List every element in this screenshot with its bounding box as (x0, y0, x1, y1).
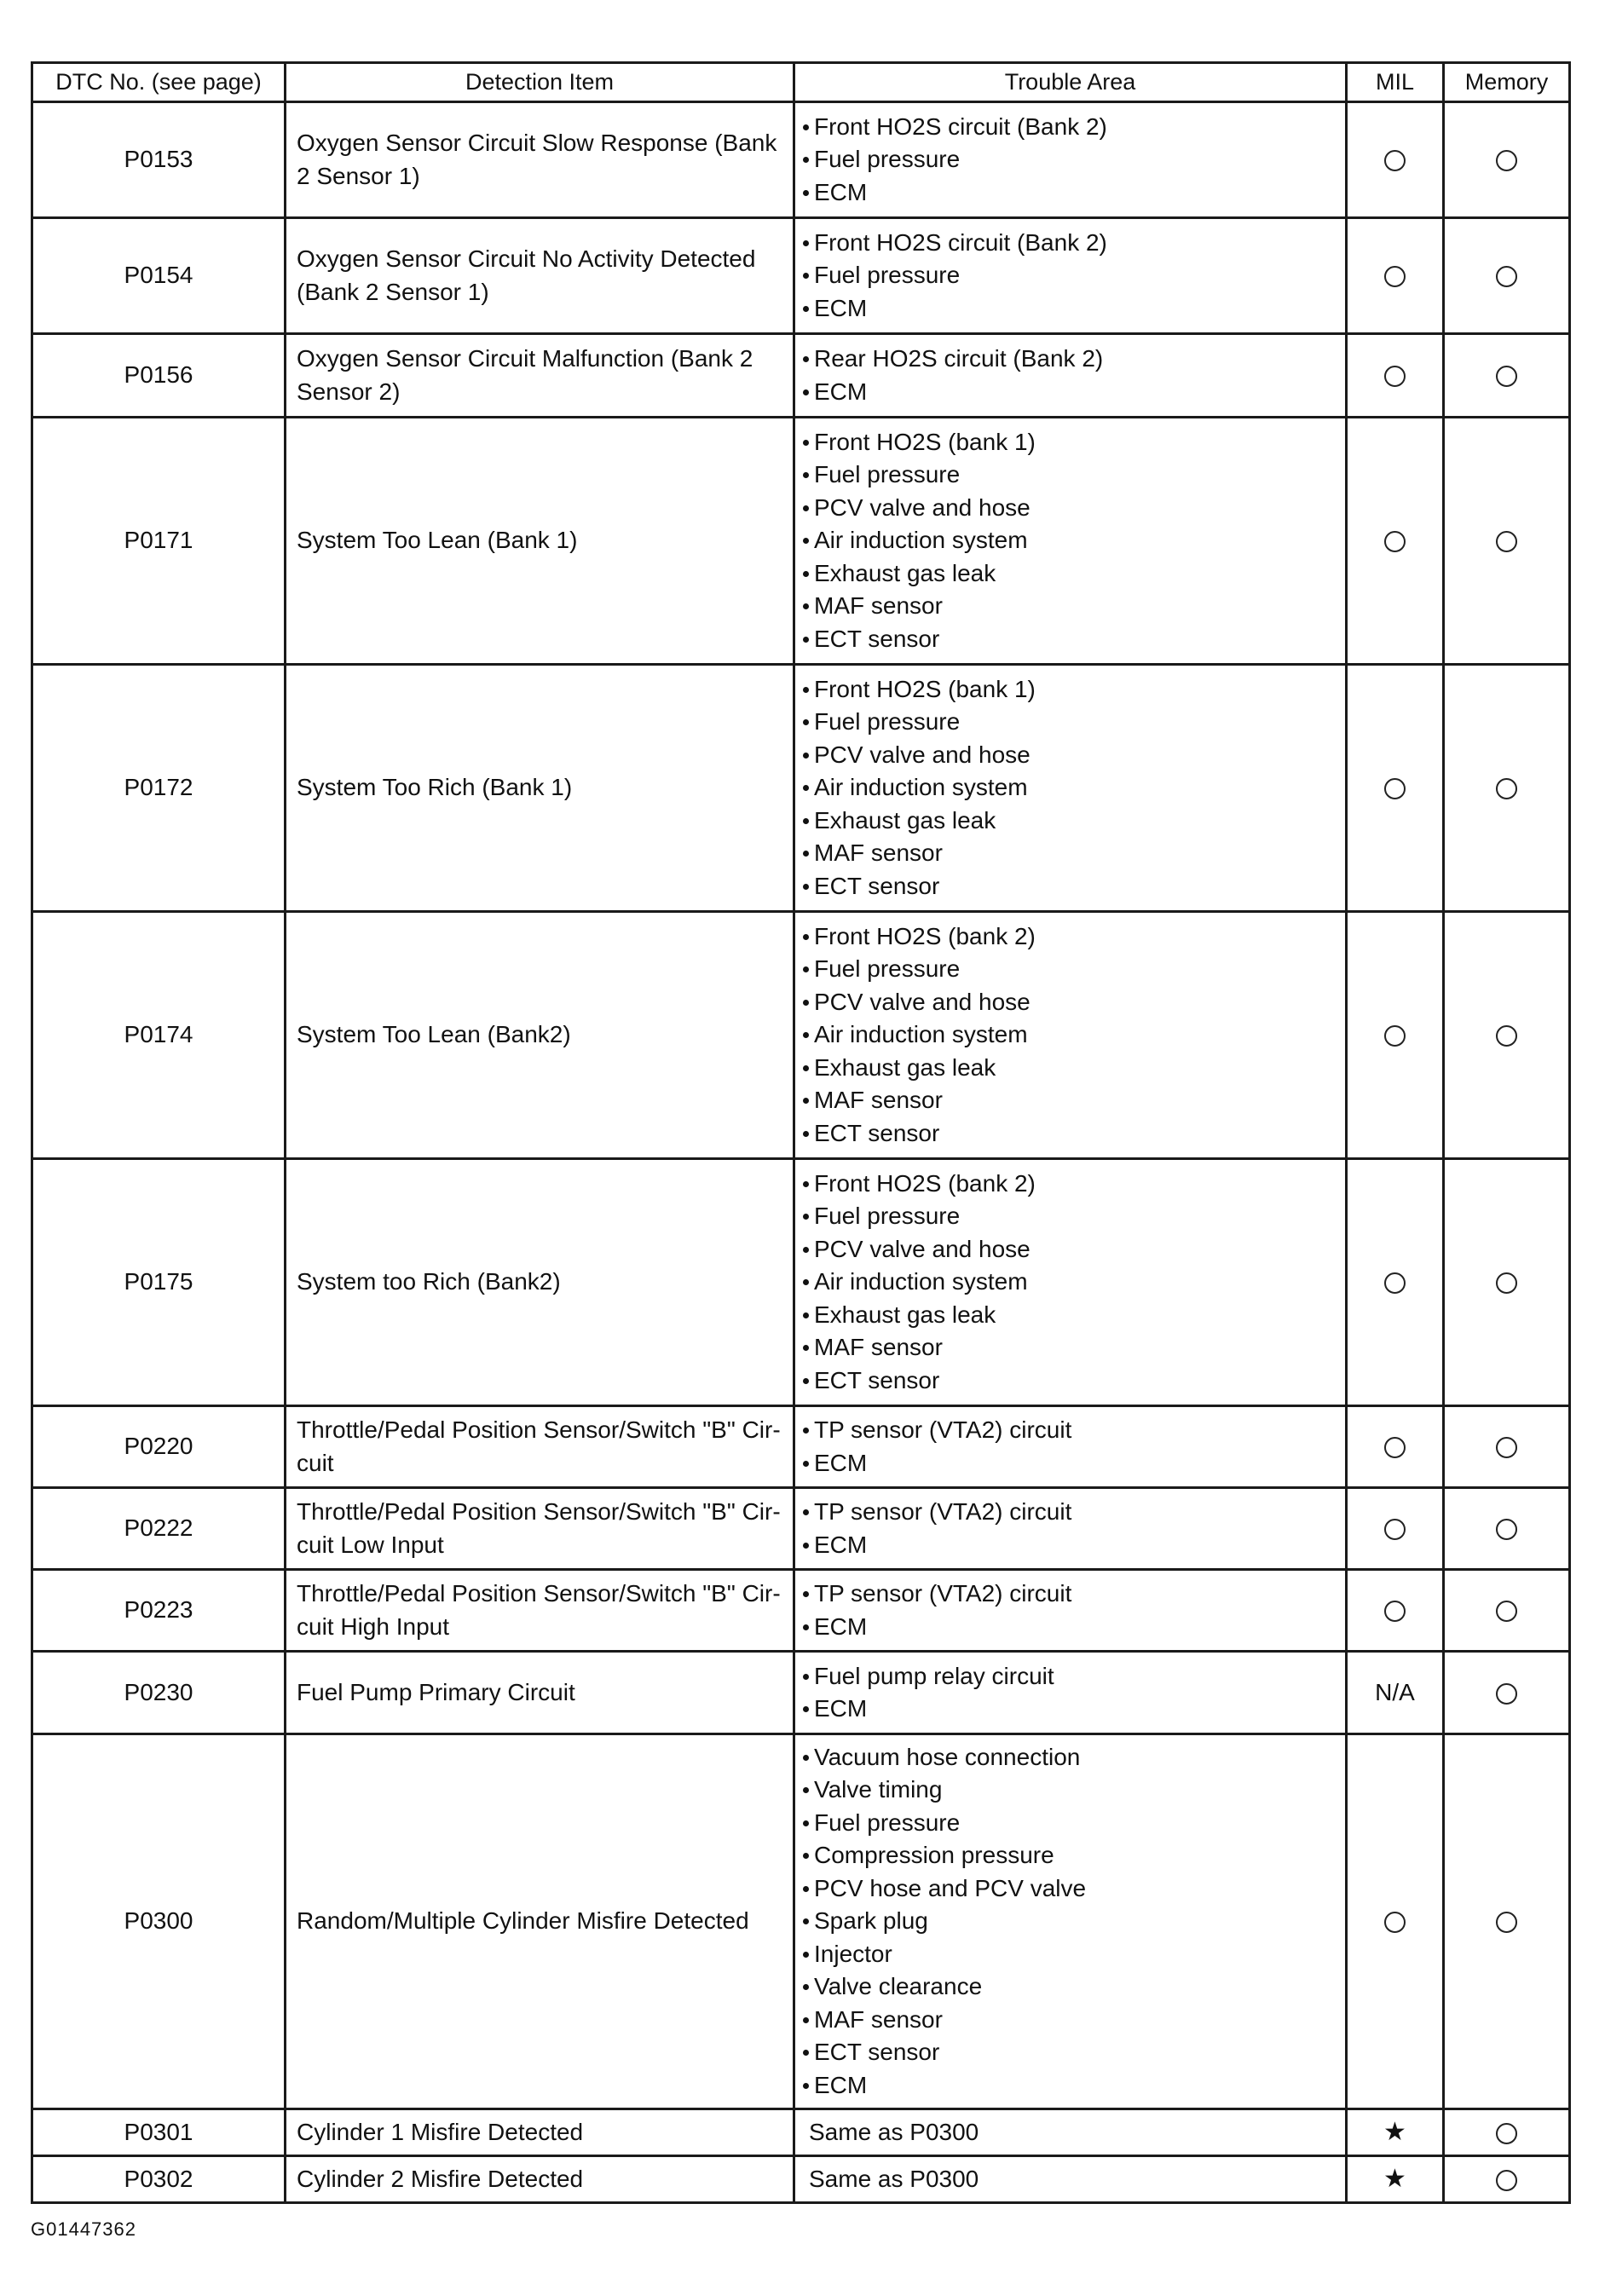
trouble-area (794, 1734, 1347, 2109)
detection-item: System Too Rich (Bank 1) (286, 665, 794, 912)
detection-item: Oxygen Sensor Circuit No Activity Detected (Bank 2 Sensor 1) (286, 218, 794, 334)
mil-circle-icon (1384, 1519, 1406, 1540)
dtc-code: P0220 (32, 1406, 286, 1488)
trouble-area (794, 1570, 1347, 1652)
trouble-area (794, 665, 1347, 912)
trouble-area-list (802, 673, 1342, 903)
trouble-area-item: ECM (802, 376, 1342, 409)
mil-cell (1347, 1652, 1444, 1734)
memory-cell (1444, 1570, 1570, 1652)
dtc-code: P0230 (32, 1652, 286, 1734)
memory-circle-icon (1496, 1912, 1517, 1933)
dtc-code: P0174 (32, 912, 286, 1159)
mil-star-icon: ★ (1383, 2117, 1406, 2146)
detection-item: System Too Lean (Bank 1) (286, 418, 794, 665)
table-row (32, 1488, 1570, 1570)
memory-circle-icon (1496, 2170, 1517, 2191)
figure-id: G01447362 (31, 2218, 136, 2240)
memory-circle-icon (1496, 1519, 1517, 1540)
trouble-area (794, 1652, 1347, 1734)
trouble-area-item: MAF sensor (802, 1331, 1342, 1364)
trouble-area-item: TP sensor (VTA2) circuit (802, 1414, 1342, 1447)
memory-cell (1444, 2156, 1570, 2203)
mil-circle-icon (1384, 366, 1406, 387)
memory-circle-icon (1496, 1683, 1517, 1705)
trouble-area (794, 102, 1347, 218)
mil-circle-icon (1384, 531, 1406, 552)
memory-cell (1444, 2109, 1570, 2156)
trouble-area-item: Compression pressure (802, 1839, 1342, 1872)
detection-item: Fuel Pump Primary Circuit (286, 1652, 794, 1734)
trouble-area-item: ECT sensor (802, 623, 1342, 656)
mil-cell (1347, 2156, 1444, 2203)
memory-circle-icon (1496, 1601, 1517, 1622)
trouble-area-item: ECT sensor (802, 1364, 1342, 1398)
trouble-area-list (802, 1168, 1342, 1398)
trouble-area-item: Valve timing (802, 1774, 1342, 1807)
dtc-code: P0153 (32, 102, 286, 218)
header-detection-item: Detection Item (286, 63, 794, 102)
trouble-area-list (802, 1741, 1342, 2103)
trouble-area-item: Spark plug (802, 1905, 1342, 1938)
memory-cell (1444, 912, 1570, 1159)
memory-cell (1444, 1159, 1570, 1406)
table-row (32, 2156, 1570, 2203)
detection-item: System too Rich (Bank2) (286, 1159, 794, 1406)
trouble-area-item: ECM (802, 292, 1342, 326)
memory-circle-icon (1496, 1025, 1517, 1047)
memory-cell (1444, 665, 1570, 912)
table-row (32, 334, 1570, 418)
trouble-area-list (802, 1496, 1342, 1561)
trouble-area-item: MAF sensor (802, 837, 1342, 870)
mil-circle-icon (1384, 1272, 1406, 1294)
trouble-area-text: Same as P0300 (809, 2165, 979, 2192)
detection-item: Random/Multiple Cylinder Misfire Detected (286, 1734, 794, 2109)
trouble-area-list (802, 227, 1342, 326)
trouble-area-item: MAF sensor (802, 1084, 1342, 1117)
memory-circle-icon (1496, 150, 1517, 171)
mil-circle-icon (1384, 266, 1406, 287)
dtc-code: P0300 (32, 1734, 286, 2109)
table-row (32, 2109, 1570, 2156)
table-row (32, 102, 1570, 218)
detection-item: Oxygen Sensor Circuit Slow Response (Bank 2 Sensor 1) (286, 102, 794, 218)
mil-cell (1347, 912, 1444, 1159)
trouble-area-item: ECM (802, 1447, 1342, 1480)
memory-cell (1444, 1488, 1570, 1570)
trouble-area-item: MAF sensor (802, 590, 1342, 623)
trouble-area-item: Exhaust gas leak (802, 805, 1342, 838)
trouble-area-item: Air induction system (802, 1018, 1342, 1052)
trouble-area-item: PCV valve and hose (802, 492, 1342, 525)
trouble-area-list (802, 111, 1342, 210)
trouble-area-item: PCV valve and hose (802, 1233, 1342, 1266)
table-row (32, 1734, 1570, 2109)
trouble-area (794, 334, 1347, 418)
memory-circle-icon (1496, 531, 1517, 552)
dtc-code: P0154 (32, 218, 286, 334)
table-row (32, 218, 1570, 334)
header-dtc-no: DTC No. (see page) (32, 63, 286, 102)
header-trouble-area: Trouble Area (794, 63, 1347, 102)
table-header-row (32, 63, 1570, 102)
dtc-code: P0301 (32, 2109, 286, 2156)
trouble-area-item: Fuel pressure (802, 1807, 1342, 1840)
memory-circle-icon (1496, 266, 1517, 287)
dtc-code: P0223 (32, 1570, 286, 1652)
detection-item: Cylinder 2 Misfire Detected (286, 2156, 794, 2203)
mil-value: N/A (1375, 1678, 1415, 1705)
detection-item: Oxygen Sensor Circuit Malfunction (Bank 2 Sensor 2) (286, 334, 794, 418)
trouble-area-item: Vacuum hose connection (802, 1741, 1342, 1774)
mil-cell (1347, 218, 1444, 334)
trouble-area-item: ECM (802, 1611, 1342, 1644)
table-row (32, 418, 1570, 665)
trouble-area-item: Front HO2S (bank 1) (802, 426, 1342, 459)
table-row (32, 1406, 1570, 1488)
trouble-area-item: ECM (802, 176, 1342, 210)
trouble-area-item: Injector (802, 1938, 1342, 1971)
trouble-area-item: Fuel pressure (802, 1200, 1342, 1233)
trouble-area-list (802, 1660, 1342, 1726)
mil-cell (1347, 334, 1444, 418)
trouble-area-list (802, 1578, 1342, 1643)
mil-cell (1347, 102, 1444, 218)
memory-cell (1444, 218, 1570, 334)
trouble-area-item: PCV hose and PCV valve (802, 1872, 1342, 1906)
mil-cell (1347, 1488, 1444, 1570)
detection-item: Throttle/Pedal Position Sensor/Switch "B" Cir-cuit High Input (286, 1570, 794, 1652)
trouble-area-item: Rear HO2S circuit (Bank 2) (802, 343, 1342, 376)
trouble-area-list (802, 920, 1342, 1151)
trouble-area-item: Front HO2S (bank 1) (802, 673, 1342, 707)
trouble-area (794, 1488, 1347, 1570)
trouble-area-item: PCV valve and hose (802, 739, 1342, 772)
header-mil: MIL (1347, 63, 1444, 102)
trouble-area-item: ECM (802, 2069, 1342, 2103)
trouble-area-item: Front HO2S (bank 2) (802, 920, 1342, 954)
trouble-area (794, 418, 1347, 665)
trouble-area-item: Fuel pressure (802, 459, 1342, 492)
mil-circle-icon (1384, 1025, 1406, 1047)
trouble-area-item: Air induction system (802, 1266, 1342, 1299)
mil-cell (1347, 1570, 1444, 1652)
trouble-area-item: ECM (802, 1693, 1342, 1726)
trouble-area-item: ECT sensor (802, 870, 1342, 903)
trouble-area-text: Same as P0300 (809, 2118, 979, 2145)
mil-star-icon: ★ (1383, 2164, 1406, 2193)
mil-circle-icon (1384, 150, 1406, 171)
trouble-area-item: Front HO2S circuit (Bank 2) (802, 227, 1342, 260)
trouble-area (794, 2156, 1347, 2203)
trouble-area (794, 218, 1347, 334)
table-row (32, 665, 1570, 912)
trouble-area-item: Fuel pump relay circuit (802, 1660, 1342, 1693)
trouble-area-item: Fuel pressure (802, 953, 1342, 986)
table-row (32, 912, 1570, 1159)
trouble-area-item: Air induction system (802, 771, 1342, 805)
dtc-code: P0222 (32, 1488, 286, 1570)
mil-cell (1347, 1734, 1444, 2109)
mil-circle-icon (1384, 778, 1406, 799)
dtc-code: P0156 (32, 334, 286, 418)
dtc-table (31, 61, 1571, 2204)
trouble-area-item: Fuel pressure (802, 259, 1342, 292)
memory-cell (1444, 102, 1570, 218)
table-row (32, 1652, 1570, 1734)
trouble-area-item: TP sensor (VTA2) circuit (802, 1496, 1342, 1529)
dtc-table-container (31, 61, 1568, 2204)
memory-cell (1444, 334, 1570, 418)
trouble-area-item: Front HO2S circuit (Bank 2) (802, 111, 1342, 144)
trouble-area-list (802, 426, 1342, 656)
trouble-area-item: ECT sensor (802, 2036, 1342, 2069)
memory-cell (1444, 1652, 1570, 1734)
trouble-area-item: Valve clearance (802, 1970, 1342, 2004)
trouble-area-item: Exhaust gas leak (802, 1299, 1342, 1332)
trouble-area (794, 1406, 1347, 1488)
trouble-area-item: MAF sensor (802, 2004, 1342, 2037)
mil-cell (1347, 665, 1444, 912)
trouble-area-item: ECT sensor (802, 1117, 1342, 1151)
trouble-area-item: Front HO2S (bank 2) (802, 1168, 1342, 1201)
table-body (32, 102, 1570, 2203)
memory-cell (1444, 418, 1570, 665)
mil-circle-icon (1384, 1601, 1406, 1622)
trouble-area-list (802, 1414, 1342, 1480)
trouble-area-item: ECM (802, 1529, 1342, 1562)
memory-circle-icon (1496, 366, 1517, 387)
memory-circle-icon (1496, 778, 1517, 799)
dtc-code: P0171 (32, 418, 286, 665)
mil-circle-icon (1384, 1912, 1406, 1933)
dtc-code: P0175 (32, 1159, 286, 1406)
memory-circle-icon (1496, 2123, 1517, 2144)
detection-item: Cylinder 1 Misfire Detected (286, 2109, 794, 2156)
trouble-area (794, 912, 1347, 1159)
dtc-code: P0172 (32, 665, 286, 912)
trouble-area-item: Fuel pressure (802, 706, 1342, 739)
mil-cell (1347, 418, 1444, 665)
trouble-area (794, 1159, 1347, 1406)
detection-item: Throttle/Pedal Position Sensor/Switch "B" Cir-cuit (286, 1406, 794, 1488)
trouble-area-item: TP sensor (VTA2) circuit (802, 1578, 1342, 1611)
trouble-area-item: PCV valve and hose (802, 986, 1342, 1019)
memory-cell (1444, 1406, 1570, 1488)
memory-circle-icon (1496, 1437, 1517, 1458)
trouble-area-item: Exhaust gas leak (802, 1052, 1342, 1085)
mil-circle-icon (1384, 1437, 1406, 1458)
trouble-area-list (802, 343, 1342, 408)
trouble-area-item: Fuel pressure (802, 143, 1342, 176)
detection-item: System Too Lean (Bank2) (286, 912, 794, 1159)
memory-cell (1444, 1734, 1570, 2109)
header-memory: Memory (1444, 63, 1570, 102)
trouble-area (794, 2109, 1347, 2156)
mil-cell (1347, 2109, 1444, 2156)
trouble-area-item: Air induction system (802, 524, 1342, 557)
memory-circle-icon (1496, 1272, 1517, 1294)
table-row (32, 1159, 1570, 1406)
trouble-area-item: Exhaust gas leak (802, 557, 1342, 591)
table-row (32, 1570, 1570, 1652)
mil-cell (1347, 1406, 1444, 1488)
dtc-code: P0302 (32, 2156, 286, 2203)
mil-cell (1347, 1159, 1444, 1406)
detection-item: Throttle/Pedal Position Sensor/Switch "B" Cir-cuit Low Input (286, 1488, 794, 1570)
